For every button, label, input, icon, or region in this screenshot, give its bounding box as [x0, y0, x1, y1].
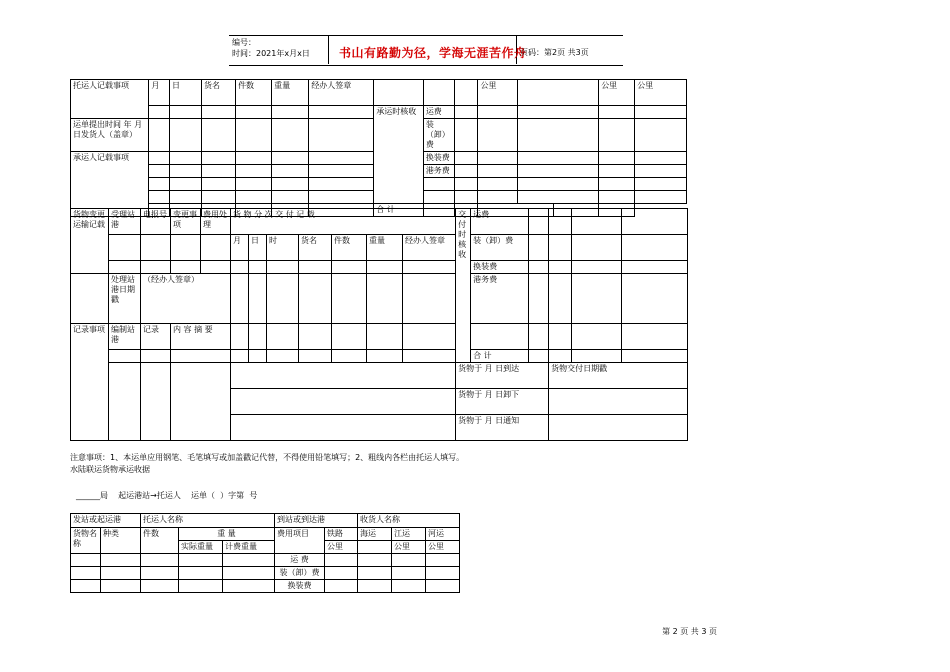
grid-cell-label: 公里 — [599, 80, 635, 106]
grid-cell-blank — [367, 350, 403, 363]
cell-blank — [223, 567, 275, 580]
cell-blank — [101, 554, 141, 567]
grid-cell-blank — [249, 274, 267, 324]
cell-arrived: 货物于 月 日到达 — [456, 363, 549, 389]
grid-cell-blank — [517, 152, 599, 165]
cell-handler-sign: （经办人签章） — [141, 274, 231, 324]
cell-blank — [358, 580, 392, 593]
grid-cell-label: 运费 — [423, 106, 454, 119]
receipt-title: 水陆联运货物承运收据 — [70, 465, 150, 474]
grid-cell-blank — [141, 235, 171, 261]
grid-cell-blank — [529, 350, 549, 363]
cell-km: 公里 — [426, 541, 460, 554]
cell-record: 记录 — [141, 324, 171, 350]
grid-cell-blank — [170, 165, 202, 178]
grid-cell-blank — [517, 165, 599, 178]
cell-blank — [358, 567, 392, 580]
grid-cell-blank — [423, 178, 454, 191]
grid-cell-blank — [272, 178, 309, 191]
grid-cell-blank — [367, 261, 403, 274]
cell-blank — [71, 580, 101, 593]
cell-transfer-fee: 换装费 — [275, 580, 325, 593]
header-divider — [328, 35, 329, 64]
cell-goods-name: 货物名称 — [71, 528, 101, 554]
cell-blank — [392, 580, 426, 593]
grid-cell-blank — [454, 178, 478, 191]
grid-cell-blank — [599, 191, 635, 204]
cell-blank — [179, 567, 223, 580]
grid-cell-blank — [529, 274, 549, 324]
grid-cell-blank — [231, 324, 249, 350]
grid-cell-blank — [403, 350, 456, 363]
grid-cell-blank — [517, 119, 599, 152]
grid-cell-blank — [249, 350, 267, 363]
grid-cell-blank — [170, 191, 202, 204]
grid-cell-blank — [109, 235, 141, 261]
grid-cell-blank — [141, 261, 171, 274]
grid-cell-blank — [549, 261, 572, 274]
grid-cell-label: 重量 — [272, 80, 309, 106]
cell-blank — [223, 554, 275, 567]
cell-km: 公里 — [392, 541, 426, 554]
cell-shipper: 托运人名称 — [141, 514, 275, 528]
grid-cell-label: 换装费 — [423, 152, 454, 165]
grid-cell-blank — [549, 274, 572, 324]
grid-cell-blank — [403, 261, 456, 274]
grid-cell-blank — [549, 324, 572, 350]
grid-cell-blank — [149, 152, 170, 165]
grid-cell-blank — [622, 261, 688, 274]
grid-cell-blank — [529, 235, 549, 261]
cell-freight: 运费 — [471, 209, 529, 235]
serial-label: 编号： — [232, 38, 256, 47]
grid-cell-label: 公里 — [478, 80, 517, 106]
cell-port-fee: 港务费 — [471, 274, 529, 324]
cell-dest: 到站或到达港 — [275, 514, 358, 528]
cell-handling-stamp: 处理站港日期戳 — [109, 274, 141, 324]
cell-blank — [426, 554, 460, 567]
grid-cell-blank — [599, 152, 635, 165]
grid-cell-blank — [423, 191, 454, 204]
cell-day: 日 — [249, 235, 267, 261]
cell-loading-fee: 装（卸）费 — [471, 235, 529, 261]
grid-cell-blank — [454, 106, 478, 119]
record-items-label: 记录事项 — [71, 324, 109, 441]
cell-change-item: 变更事项 — [171, 209, 201, 235]
cell-hour: 时 — [267, 235, 299, 261]
grid-cell-blank — [478, 191, 517, 204]
cell-blank — [141, 580, 179, 593]
cell-delivery-stamp: 货物交付日期戳 — [549, 363, 688, 389]
grid-cell-blank — [202, 165, 236, 178]
cell-blank — [71, 554, 101, 567]
grid-cell-blank — [332, 261, 367, 274]
grid-cell-blank — [478, 106, 517, 119]
grid-cell-blank — [309, 165, 374, 178]
cell-count: 件数 — [332, 235, 367, 261]
grid-cell-label: 承运时核收 — [374, 106, 424, 204]
grid-cell-label: 合 计 — [374, 204, 424, 217]
grid-cell-blank — [170, 178, 202, 191]
cell-loading-fee: 装（卸）费 — [275, 567, 325, 580]
cell-fee-handling: 费用处理 — [201, 209, 231, 235]
grid-cell-blank — [231, 274, 249, 324]
cell-signature: 经办人签章 — [403, 235, 456, 261]
receipt-table — [70, 513, 460, 593]
grid-cell-blank — [309, 152, 374, 165]
grid-cell-label: 公里 — [635, 80, 687, 106]
notes-line-1: 注意事项：1、本运单应用钢笔、毛笔填写或加盖戳记代替，不得使用铅笔填写；2、粗线内各栏由托运人填写。 — [70, 453, 465, 462]
grid-cell-blank — [170, 119, 202, 152]
cell-blank — [141, 567, 179, 580]
grid-cell-blank — [267, 350, 299, 363]
cell-blank — [426, 567, 460, 580]
cell-blank — [179, 554, 223, 567]
cell-canal: 河运 — [426, 528, 460, 541]
grid-cell-blank — [267, 324, 299, 350]
grid-cell-blank — [299, 274, 332, 324]
grid-cell-blank — [309, 106, 374, 119]
grid-cell-blank — [478, 165, 517, 178]
grid-cell-blank — [635, 119, 687, 152]
waybill-grid — [70, 79, 687, 217]
cell-blank — [325, 567, 358, 580]
time-label: 时间：2021年x月x日 — [232, 49, 310, 58]
grid-cell-blank — [201, 235, 231, 261]
grid-cell-blank — [635, 106, 687, 119]
grid-cell-blank — [272, 119, 309, 152]
cell-notified: 货物于 月 日通知 — [456, 415, 549, 441]
grid-cell-blank — [141, 350, 171, 363]
grid-cell-blank — [599, 106, 635, 119]
cell-billed-weight: 计费重量 — [223, 541, 275, 554]
grid-cell-label: 经办人签章 — [309, 80, 374, 106]
grid-cell-blank — [332, 324, 367, 350]
grid-cell-blank — [529, 324, 549, 350]
grid-cell-blank — [622, 350, 688, 363]
change-record-label: 货物变更运输记载 — [71, 209, 109, 274]
grid-cell-blank — [478, 178, 517, 191]
grid-cell-blank — [202, 178, 236, 191]
grid-cell-blank — [635, 178, 687, 191]
grid-cell-blank — [109, 350, 141, 363]
grid-cell-label: 货名 — [202, 80, 236, 106]
grid-cell-blank — [478, 119, 517, 152]
grid-cell-blank — [517, 178, 599, 191]
grid-cell-blank — [236, 106, 272, 119]
cell-compile-port: 编制站港 — [109, 324, 141, 350]
cell-consignee: 收货人名称 — [358, 514, 460, 528]
cell-blank — [392, 554, 426, 567]
grid-cell-label: 月 — [149, 80, 170, 106]
cell-blank — [101, 580, 141, 593]
grid-cell-blank — [622, 235, 688, 261]
cell-weight: 重 量 — [179, 528, 275, 541]
grid-cell-label — [423, 80, 454, 106]
page-label: 页码：第2页 共3页 — [520, 48, 589, 57]
grid-cell-blank — [517, 106, 599, 119]
cell-count: 件数 — [141, 528, 179, 554]
grid-cell-blank — [454, 119, 478, 152]
grid-cell-blank — [572, 324, 622, 350]
grid-cell-blank — [149, 106, 170, 119]
cell-kind: 种类 — [101, 528, 141, 554]
grid-cell-label — [374, 80, 424, 106]
cell-delivery-collect: 交付时核收 — [456, 209, 471, 363]
grid-cell-blank — [599, 165, 635, 178]
grid-cell-label: 运单提出时间 年 月 日发货人（盖章） — [71, 119, 149, 152]
grid-cell-blank — [249, 324, 267, 350]
grid-cell-blank — [231, 363, 456, 389]
grid-cell-blank — [202, 106, 236, 119]
cell-rail: 铁路 — [325, 528, 358, 541]
cell-sea: 海运 — [358, 528, 392, 541]
cell-accept-port: 受理站港 — [109, 209, 141, 235]
grid-cell-blank — [231, 350, 249, 363]
grid-cell-blank — [572, 261, 622, 274]
grid-cell-blank — [272, 191, 309, 204]
grid-cell-blank — [149, 191, 170, 204]
grid-cell-blank — [549, 235, 572, 261]
cell-weight: 重量 — [367, 235, 403, 261]
cell-origin: 发站或起运港 — [71, 514, 141, 528]
grid-cell-blank — [549, 389, 688, 415]
cell-freight: 运 费 — [275, 554, 325, 567]
grid-cell-blank — [299, 261, 332, 274]
grid-cell-blank — [71, 274, 109, 324]
grid-cell-blank — [236, 178, 272, 191]
grid-cell-blank — [299, 324, 332, 350]
grid-cell-blank — [309, 119, 374, 152]
grid-cell-blank — [549, 415, 688, 441]
grid-cell-blank — [599, 178, 635, 191]
grid-cell-blank — [635, 165, 687, 178]
grid-cell-blank — [236, 152, 272, 165]
grid-cell-blank — [367, 274, 403, 324]
grid-cell-blank — [635, 191, 687, 204]
grid-cell-blank — [249, 261, 267, 274]
cell-blank — [392, 567, 426, 580]
grid-cell-blank — [572, 350, 622, 363]
grid-cell-blank — [454, 191, 478, 204]
cell-blank — [223, 580, 275, 593]
grid-cell-blank — [299, 350, 332, 363]
cell-blank — [358, 541, 392, 554]
grid-cell-blank — [272, 152, 309, 165]
receipt-subtitle: ______局 起运港站→托运人 运单（ ）字第 号 — [76, 491, 258, 500]
grid-cell-blank — [549, 350, 572, 363]
grid-cell-blank — [109, 363, 141, 441]
grid-cell-label — [517, 80, 599, 106]
cell-goods-name: 货名 — [299, 235, 332, 261]
cell-transfer-fee: 换装费 — [471, 261, 529, 274]
grid-cell-label: 承运人记载事项 — [71, 152, 149, 217]
grid-cell-blank — [572, 274, 622, 324]
cell-river: 江运 — [392, 528, 426, 541]
grid-cell-blank — [309, 191, 374, 204]
header-left — [232, 37, 310, 59]
grid-cell-label: 装（卸）费 — [423, 119, 454, 152]
grid-cell-blank — [170, 152, 202, 165]
grid-cell-blank — [549, 209, 572, 235]
grid-cell-label: 托运人记载事项 — [71, 80, 149, 119]
grid-cell-blank — [572, 235, 622, 261]
waybill-lower-grid — [70, 208, 688, 441]
grid-cell-blank — [141, 363, 171, 441]
page-footer: 第 2 页 共 3 页 — [662, 627, 717, 636]
cell-month: 月 — [231, 235, 249, 261]
grid-cell-blank — [170, 106, 202, 119]
grid-cell-blank — [149, 165, 170, 178]
cell-blank — [325, 580, 358, 593]
grid-cell-blank — [171, 235, 201, 261]
grid-cell-blank — [403, 324, 456, 350]
grid-cell-blank — [267, 274, 299, 324]
cell-total: 合 计 — [471, 350, 529, 363]
grid-cell-blank — [201, 261, 231, 274]
grid-cell-blank — [403, 274, 456, 324]
grid-cell-blank — [572, 209, 622, 235]
grid-cell-blank — [236, 119, 272, 152]
cell-telegram: 电报号 — [141, 209, 171, 235]
cell-unloaded: 货物于 月 日卸下 — [456, 389, 549, 415]
cell-blank — [325, 554, 358, 567]
grid-cell-blank — [454, 165, 478, 178]
grid-cell-blank — [635, 152, 687, 165]
grid-cell-blank — [622, 274, 688, 324]
grid-cell-label — [454, 80, 478, 106]
grid-cell-blank — [149, 178, 170, 191]
cell-actual-weight: 实际重量 — [179, 541, 223, 554]
grid-cell-blank — [149, 119, 170, 152]
motto: 书山有路勤为径，学海无涯苦作舟 — [339, 46, 527, 60]
grid-cell-blank — [332, 274, 367, 324]
grid-cell-blank — [529, 209, 549, 235]
cell-partial-delivery: 货 物 分 次 交 付 记 载 — [231, 209, 456, 235]
cell-blank — [141, 554, 179, 567]
grid-cell-label: 件数 — [236, 80, 272, 106]
grid-cell-blank — [332, 350, 367, 363]
grid-cell-blank — [454, 152, 478, 165]
grid-cell-blank — [517, 191, 599, 204]
grid-cell-blank — [529, 261, 549, 274]
grid-cell-blank — [109, 261, 141, 274]
grid-cell-blank — [171, 350, 231, 363]
grid-cell-label: 港务费 — [423, 165, 454, 178]
grid-cell-blank — [231, 389, 456, 415]
grid-cell-blank — [309, 178, 374, 191]
grid-cell-blank — [478, 152, 517, 165]
cell-summary: 内 容 摘 要 — [171, 324, 231, 350]
grid-cell-blank — [367, 324, 403, 350]
grid-cell-blank — [471, 324, 529, 350]
grid-cell-blank — [622, 209, 688, 235]
grid-cell-blank — [236, 165, 272, 178]
cell-blank — [426, 580, 460, 593]
cell-km: 公里 — [325, 541, 358, 554]
grid-cell-blank — [231, 415, 456, 441]
grid-cell-blank — [202, 119, 236, 152]
grid-cell-blank — [267, 261, 299, 274]
grid-cell-blank — [171, 261, 201, 274]
grid-cell-blank — [272, 165, 309, 178]
grid-cell-blank — [202, 152, 236, 165]
grid-cell-blank — [171, 363, 231, 441]
grid-cell-blank — [236, 191, 272, 204]
cell-blank — [358, 554, 392, 567]
grid-cell-blank — [202, 191, 236, 204]
cell-blank — [71, 567, 101, 580]
cell-blank — [179, 580, 223, 593]
cell-fee-item: 费用项目 — [275, 528, 325, 554]
grid-cell-blank — [272, 106, 309, 119]
grid-cell-label: 日 — [170, 80, 202, 106]
cell-blank — [101, 567, 141, 580]
grid-cell-blank — [231, 261, 249, 274]
grid-cell-blank — [599, 119, 635, 152]
grid-cell-blank — [622, 324, 688, 350]
